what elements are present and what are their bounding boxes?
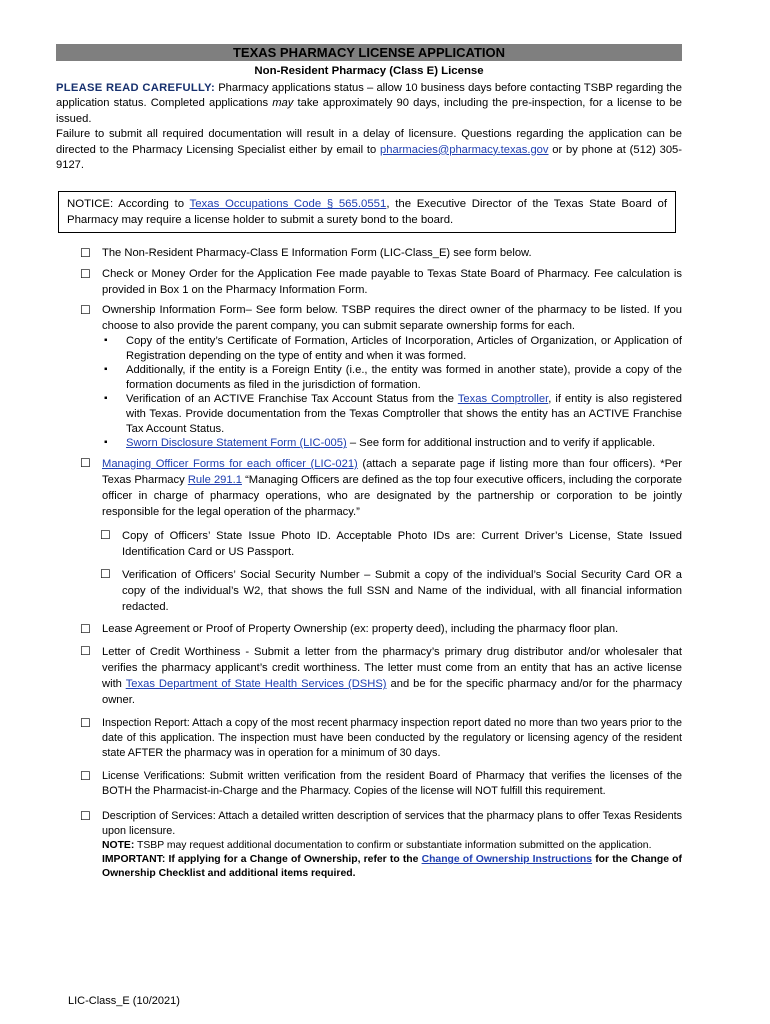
item-text: “Managing Officers are defined as the top four executive officers, including the corporate officer in charge of pharmacy operations, who are designated by the partnership or corporation to be jointly responsible for the legal operation of the pharmacy.” [102, 473, 682, 518]
checklist-item-ownership [80, 303, 682, 451]
checklist-subitem-ssn [100, 567, 682, 615]
important-note [102, 853, 682, 881]
notice-text: , the Executive Director of the Texas State Board of Pharmacy may require a license holder to submit a surety bond to the board. [67, 198, 667, 226]
checkbox[interactable]: ☐ [80, 303, 91, 318]
checkbox[interactable]: ☐ [80, 455, 91, 470]
item-text: Copy of Officers’ State Issue Photo ID. Acceptable Photo IDs are: Current Driver’s License, State Issued Identification Card or US Passport. [122, 529, 682, 558]
checklist-item-fee [80, 267, 682, 298]
read-carefully-label: PLEASE READ CAREFULLY: [56, 82, 216, 94]
checkbox[interactable]: ☐ [80, 809, 91, 824]
texas-comptroller-link[interactable]: Texas Comptroller [457, 393, 549, 406]
item-text: Verification of Officers’ Social Security Number – Submit a copy of the individual’s Social Security Card OR a copy of the individual’s W2, that shows the full SSN and Name of the individual, with all financial information redacted. [122, 568, 682, 613]
intro-emphasis: may [272, 97, 294, 110]
managing-officer-forms-link[interactable]: Managing Officer Forms for each officer (LIC-021) [102, 457, 358, 470]
intro-text: Pharmacy applications status – allow 10 business days before contacting TSBP regarding the application status. Completed applications [56, 82, 682, 110]
list-item: ▪ Additionally, if the entity is a Foreign Entity (i.e., the entity was formed in another state), provide a copy of the formation documents as filed in the jurisdiction of formation. [102, 363, 682, 392]
sworn-disclosure-link[interactable]: Sworn Disclosure Statement Form (LIC-005) [126, 437, 347, 450]
item-text: – See form for additional instruction and to verify if applicable. [346, 437, 656, 450]
item-text: Letter of Credit Worthiness - Submit a letter from the pharmacy’s primary drug distributor and/or wholesaler that verifies the pharmacy applicant’s credit worthiness. The letter must come from an entity that has an active license with [102, 646, 682, 691]
checkbox[interactable]: ☐ [80, 246, 91, 260]
item-text: (attach a separate page if listing more than four officers). *Per Texas Pharmacy [102, 457, 682, 486]
page-subtitle: Non-Resident Pharmacy (Class E) License [254, 65, 484, 77]
list-item: ▪ Copy of the entity’s Certificate of Formation, Articles of Incorporation, Articles of Organization, or Application of Registration depending on the type of entity and when it was formed. [102, 334, 682, 363]
item-text: License Verifications: Submit written verification from the resident Board of Pharmacy that verifies the licenses of the BOTH the Pharmacist-in-Charge and the Pharmacy. Copies of the license will NOT fulfill this requirement. [102, 770, 682, 798]
item-text: Verification of an ACTIVE Franchise Tax Account Status from the [126, 393, 458, 406]
checkbox[interactable]: ☐ [100, 527, 111, 542]
notice-text: NOTICE: According to [67, 198, 190, 210]
checklist-item-description-of-services [80, 809, 682, 881]
checkbox[interactable]: ☐ [80, 621, 91, 636]
item-text: and be for the specific pharmacy and/or for the pharmacy owner. [102, 678, 682, 707]
item-text: Check or Money Order for the Application Fee made payable to Texas State Board of Pharmacy. Fee calculation is provided in Box 1 on the Pharmacy Information Form. [102, 268, 682, 296]
checkbox[interactable]: ☐ [100, 566, 111, 581]
page-title: TEXAS PHARMACY LICENSE APPLICATION [56, 44, 682, 61]
note [102, 839, 682, 853]
checklist-item-managing-officers [80, 456, 682, 520]
checkbox[interactable]: ☐ [80, 644, 91, 659]
email-link[interactable]: pharmacies@pharmacy.texas.gov [380, 143, 549, 156]
checklist-item-info-form [80, 246, 682, 261]
rule-291-link[interactable]: Rule 291.1 [187, 473, 242, 486]
change-of-ownership-link[interactable]: Change of Ownership Instructions [421, 854, 593, 866]
occupations-code-link[interactable]: Texas Occupations Code § 565.0551 [189, 198, 387, 210]
checklist [80, 246, 682, 881]
intro-paragraph-status [56, 81, 682, 127]
intro-text: Failure to submit all required documentation will result in a delay of licensure. Questions regarding the application can be directed to the Pharmacy Licensing Specialist either by email to [56, 128, 682, 156]
checklist-subitem-photo-id [100, 528, 682, 560]
dshs-link[interactable]: Texas Department of State Health Services (DSHS) [125, 678, 387, 691]
checklist-item-license-verifications [80, 769, 682, 799]
item-text: The Non-Resident Pharmacy-Class E Information Form (LIC-Class_E) see form below. [102, 247, 532, 259]
intro-section [56, 81, 682, 173]
checkbox[interactable]: ☐ [80, 267, 91, 282]
note-text: TSBP may request additional documentation to confirm or substantiate information submitted on the application. [134, 840, 652, 852]
list-item [102, 392, 682, 436]
item-text: Description of Services: Attach a detailed written description of services that the pharmacy plans to offer Texas Residents upon licensure. [102, 810, 682, 838]
item-text: Inspection Report: Attach a copy of the most recent pharmacy inspection report dated no more than two years prior to the date of this application. The inspection must have been conducted by the regulatory or licensing agency of the resident state AFTER the pharmacy was in operation for a minimum of 30 days. [102, 717, 682, 760]
checklist-item-lease [80, 622, 682, 637]
ownership-bullets [102, 334, 682, 451]
item-text: Lease Agreement or Proof of Property Ownership (ex: property deed), including the pharmacy floor plan. [102, 622, 619, 635]
checkbox[interactable]: ☐ [80, 769, 91, 784]
surety-bond-notice [58, 191, 676, 233]
important-text: for the Change of Ownership Checklist and additional items required. [102, 854, 682, 880]
intro-text: or by phone at (512) 305-9127. [56, 143, 682, 172]
checklist-item-credit-worthiness [80, 644, 682, 708]
checklist-item-inspection [80, 716, 682, 761]
list-item [102, 436, 682, 451]
note-label: NOTE: [102, 840, 135, 852]
intro-text: take approximately 90 days, including the pre-inspection, for a license to be issued. [56, 97, 682, 125]
important-text: IMPORTANT: If applying for a Change of Ownership, refer to the [102, 854, 422, 866]
form-code: LIC-Class_E (10/2021) [68, 995, 180, 1007]
intro-paragraph-contact [56, 127, 682, 173]
item-text: , if entity is also registered with Texas. Provide documentation from the Texas Comptroller that shows the entity has an ACTIVE Franchise Tax Account Status. [126, 393, 682, 435]
item-text: Ownership Information Form– See form below. TSBP requires the direct owner of the pharmacy to be listed. If you choose to also provide the parent company, you can submit separate ownership forms for each. [102, 304, 682, 332]
checkbox[interactable]: ☐ [80, 716, 91, 731]
